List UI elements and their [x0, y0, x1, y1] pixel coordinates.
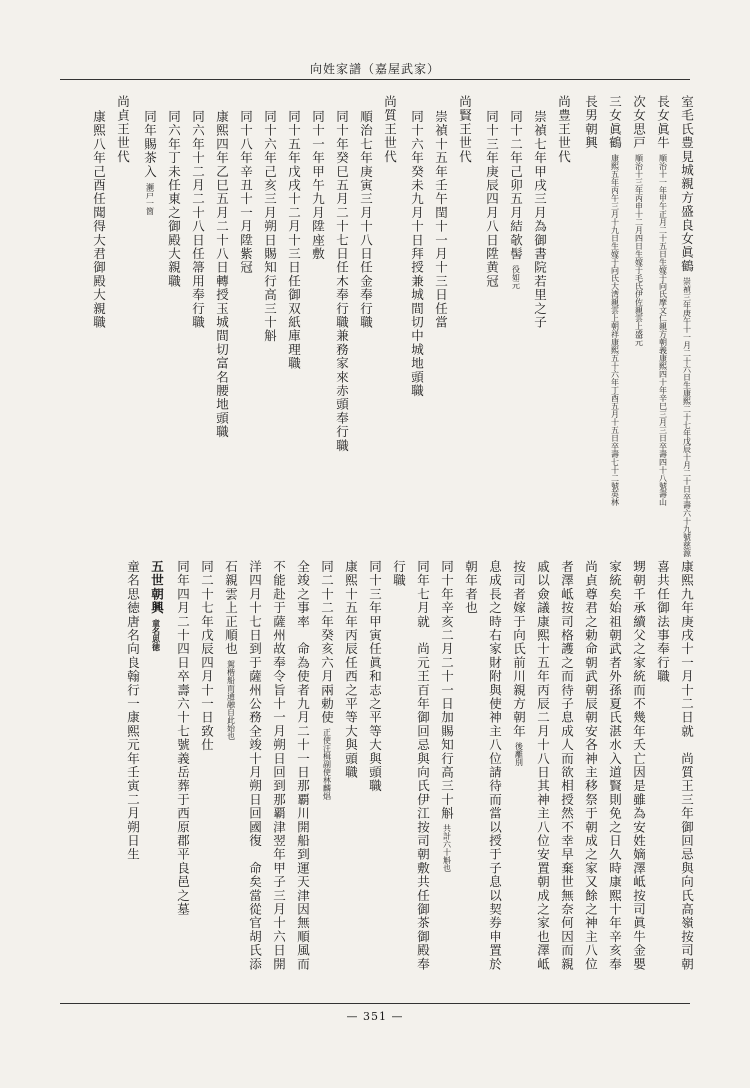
text-column: 童名思徳唐名向良翰行一康熙元年壬寅二月朔日生 [125, 560, 141, 862]
text-column: 次女思戸順治十三年丙申十二月四日生嫁于毛氏伊佐親雲上盛元 [631, 95, 647, 346]
text-column: 同十八年辛丑十一月陞紫冠 [238, 110, 254, 275]
text-column: 同十五年戊戌十二月十三日任御双紙庫理職 [286, 110, 302, 371]
text-column: 同十六年己亥三月朔日賜知行高三十斛 [262, 110, 278, 343]
text-column: 同十三年甲寅任眞和志之平等大與頭職 [367, 560, 383, 793]
text-column: 戚以僉議康熙十五年丙辰二月十八日其神主八位安置朝成之家也澤岻 [535, 560, 551, 971]
text-column: 同十三年庚辰四月八日陞黄冠 [484, 110, 500, 289]
reign-heading: 尚豊王世代 [556, 95, 572, 164]
text-column: 同二十二年癸亥六月兩勅使正使汪楫副使林麟焻 [319, 560, 335, 801]
page-header: 向姓家譜（嘉屋武家） [309, 62, 440, 76]
footer-rule [60, 1003, 690, 1004]
text-column: 同二十七年戊辰四月十一日致仕 [199, 560, 215, 752]
text-column: 同年賜茶入瀬戸一箇 [142, 110, 158, 215]
text-column: 尚貞尊君之勅命朝武朝辰朝安各神主移祭于朝成之家又餘之神主八位 [583, 560, 599, 971]
text-column: 同六年丁未任東之御殿大親職 [166, 110, 182, 289]
text-column: 長男朝興 [583, 95, 599, 150]
text-column: 順治七年庚寅三月十八日任金奉行職 [358, 110, 374, 330]
text-column: 朝年者也 [463, 560, 479, 615]
text-column: 同十一年甲午九月陞座敷 [310, 110, 326, 261]
text-column: 同六年十二月二十八日任箒用奉行職 [190, 110, 206, 330]
header-rule [60, 79, 690, 80]
text-column: 同十年癸巳五月二十七日任木奉行職兼務家來赤頭奉行職 [334, 110, 350, 453]
text-column: 不能赴于薩州故奉令旨十一月朔日回到那覇津翌年甲子三月十六日開 [271, 560, 287, 971]
text-column: 康熙九年庚戌十一月十二日就 尚質王三年御回忌與向氏高嶺按司朝 [679, 560, 695, 971]
text-column: 石親雲上正順也駕楷船而通融自此始也 [223, 560, 239, 740]
text-column: 康熙四年乙巳五月二十八日轉授玉城間切富名腰地頭職 [214, 110, 230, 439]
text-column: 全竣之事率 命為使者九月二十一日那覇川開船到運天津因無順風而 [295, 560, 311, 971]
generation-heading: 五世朝興童名思徳 [149, 560, 165, 651]
text-column: 息成長之時右家財附與使神主八位請待而當以授于子息以契券申置於 [487, 560, 503, 971]
text-column: 行職 [391, 560, 407, 588]
text-column: 洋四月十七日到于薩州公務全竣十月朔日回國復 命矣當從官胡氏添 [247, 560, 263, 971]
text-column: 同十六年癸未九月十日拜授兼城間切中城地頭職 [409, 110, 425, 398]
text-column: 同年四月二十四日卒壽六十七號義岳葬于西原郡平良邑之墓 [175, 560, 191, 917]
text-column: 同十二年己卯五月結欹髻役如元 [508, 110, 524, 289]
text-column: 者澤岻按司格護之而待子息成人而欲相授然不幸早棄世無奈何因而親 [559, 560, 575, 971]
text-column: 家統矣始祖朝武者外孫夏氏湛水入道賢則免之日久時康熙十年辛亥奉 [607, 560, 623, 971]
text-column: 崇禎七年甲戌三月為御書院若里之子 [532, 110, 548, 330]
reign-heading: 尚賢王世代 [457, 95, 473, 164]
text-column: 喜共任御法事奉行職 [655, 560, 671, 684]
text-column: 三女眞鶴康熙五年丙午三月十九日生嫁于向氏大湾親雲上朝祥康熙五十六年丁酉五月十五日卒壽七十二號英林 [607, 95, 623, 506]
text-column: 康熙十五年丙辰任西之平等大與頭職 [343, 560, 359, 780]
reign-heading: 尚質王世代 [382, 95, 398, 164]
text-column: 康熙八年己酉任聞得大君御殿大親職 [91, 110, 107, 330]
text-column: 甥朝千承續父之家統而不幾年夭亡因是雖為安姓嫡澤岻按司眞牛金嬰 [631, 560, 647, 971]
text-column: 室毛氏豊見城親方盛良女眞鶴崇禎三年庚午十一月二十六日生康熙二十七年戊辰十月二十日卒壽六十九號慈源 [679, 95, 695, 558]
page-number: — 351 — [346, 1010, 404, 1023]
text-column: 同十年辛亥二月二十一日加賜知行高三十斛共計六十斛也 [439, 560, 455, 873]
text-column: 長女眞牛順治十一年甲午正月二十五日生嫁于向氏摩文仁親方朝義康熙四十年辛巳三月三日卒壽四十八號壽山 [655, 95, 671, 506]
text-column: 同年七月就 尚元王百年御回忌與向氏伊江按司朝敷共任御茶御殿奉 [415, 560, 431, 971]
reign-heading: 尚貞王世代 [115, 95, 131, 164]
text-column: 按司者嫁于向氏前川親方朝年後離別 [511, 560, 527, 767]
text-column: 崇禎十五年壬午閏十一月十三日任當 [433, 110, 449, 330]
